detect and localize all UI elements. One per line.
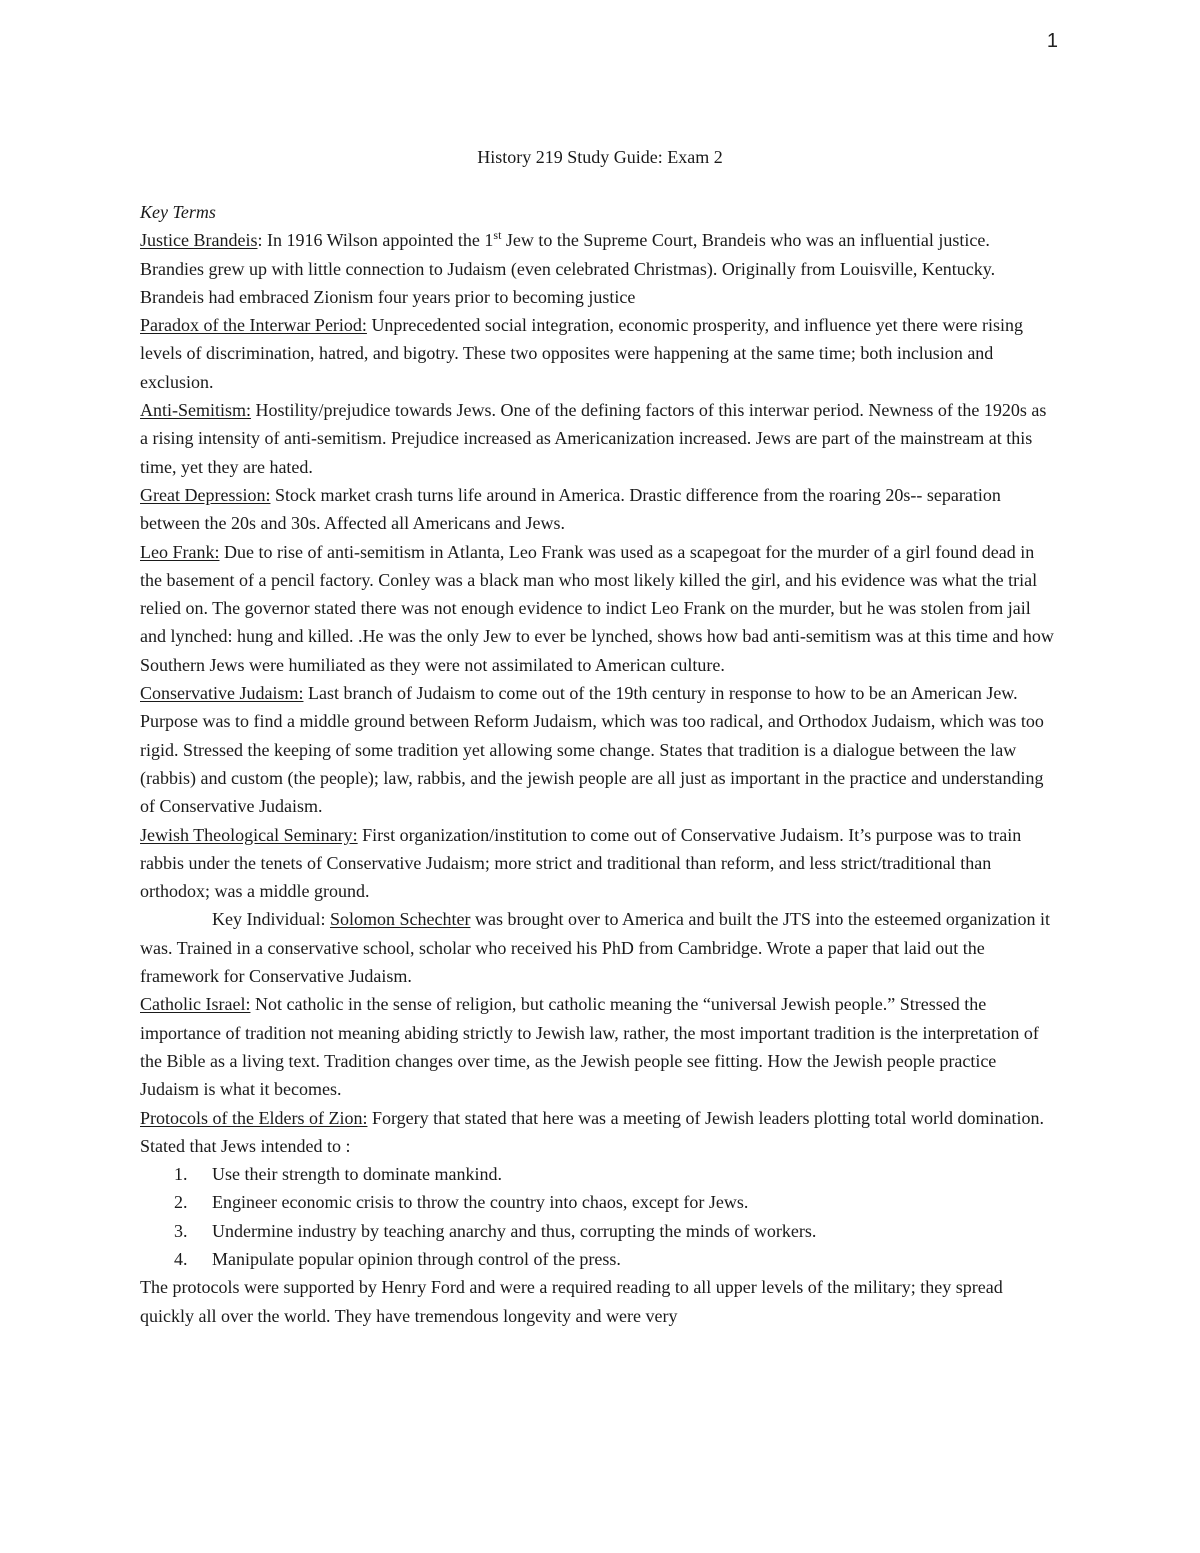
term-protocols-elders-zion: Protocols of the Elders of Zion: [140,1107,368,1128]
entry-brandeis [140,226,1058,311]
protocols-closing-paragraph: The protocols were supported by Henry Ford and were a required reading to all upper levels of the military; they spread quickly all over the world. They have tremendous longevity and were very [140,1277,1003,1326]
list-item [174,1160,1058,1188]
entry-great-depression [140,481,1058,538]
list-number: 1. [174,1164,188,1185]
list-item [174,1188,1058,1216]
section-heading: Key Terms [140,202,216,222]
definition-text: Due to rise of anti-semitism in Atlanta, Leo Frank was used as a scapegoat for the murder of a girl found dead in the basement of a pencil factory. Conley was a black man who most likely killed the girl, and his evidence was what the trial relied on. The governor stated there was not enough evidence to indict Leo Frank on the murder, but he was stolen from jail and lynched: hung and killed. .He was the only Jew to ever be lynched, shows how bad anti-semitism was at this time and how Southern Jews were humiliated as they were not assimilated to American culture. [140,541,1054,675]
term-anti-semitism: Anti-Semitism: [140,400,252,421]
term-paradox-interwar: Paradox of the Interwar Period: [140,315,367,336]
definition-text: Stock market crash turns life around in America. Drastic difference from the roaring 20s-- separation between the 20s and 30s. Affected all Americans and Jews. [140,484,1001,534]
entry-paradox [140,311,1058,396]
entry-catholic-israel [140,990,1058,1103]
key-individual-label: Key Individual: [212,909,330,930]
entry-key-individual [140,905,1058,990]
term-jewish-theological-seminary: Jewish Theological Seminary: [140,824,358,845]
list-item-text: Undermine industry by teaching anarchy and thus, corrupting the minds of workers. [212,1220,817,1241]
document-title: History 219 Study Guide: Exam 2 [477,147,723,167]
entry-leo-frank [140,538,1058,679]
entry-conservative-judaism [140,679,1058,820]
page-number: 1 [1046,30,1058,52]
entry-antisemitism [140,396,1058,481]
list-item [174,1217,1058,1245]
document-body [140,198,1058,1330]
definition-text: Hostility/prejudice towards Jews. One of the defining factors of this interwar period. Newness of the 1920s as a rising intensity of anti-semitism. Prejudice increased as Americanization increased. Jews are part of the mainstream at this time, yet they are hated. [140,400,1047,477]
definition-text: Forgery that stated that here was a meeting of Jewish leaders plotting total world domination. Stated that Jews intended to : [140,1107,1044,1156]
ordinal-superscript: st [493,228,502,243]
term-great-depression: Great Depression: [140,484,271,505]
entry-jts [140,821,1058,906]
term-catholic-israel: Catholic Israel: [140,994,251,1015]
definition-text: Not catholic in the sense of religion, but catholic meaning the “universal Jewish people.” Stressed the importance of tradition not meaning abiding strictly to Jewish law, rather, the most important tradition is the interpretation of the Bible as a living text. Tradition changes over time, as the Jewish people see fitting. How the Jewish people practice Judaism is what it becomes. [140,994,1039,1100]
term-justice-brandeis: Justice Brandeis [140,230,258,251]
list-item [174,1245,1058,1273]
term-solomon-schechter: Solomon Schechter [329,909,471,930]
protocols-list [140,1160,1058,1273]
definition-text: First organization/institution to come out of Conservative Judaism. It’s purpose was to train rabbis under the tenets of Conservative Judaism; more strict and traditional than reform, and less strict/traditional than orthodox; was a middle ground. [140,824,1022,902]
list-item-text: Use their strength to dominate mankind. [212,1164,502,1185]
list-number: 2. [174,1192,188,1213]
list-item-text: Engineer economic crisis to throw the country into chaos, except for Jews. [212,1192,749,1213]
term-conservative-judaism: Conservative Judaism: [140,683,304,704]
definition-text: Unprecedented social integration, economic prosperity, and influence yet there were rising levels of discrimination, hatred, and bigotry. These two opposites were happening at the same time; both inclusion and exclusion. [140,315,1024,392]
list-number: 3. [174,1220,188,1241]
term-leo-frank: Leo Frank: [140,541,220,562]
list-item-text: Manipulate popular opinion through control of the press. [212,1248,621,1269]
definition-text: Last branch of Judaism to come out of the 19th century in response to how to be an American Jew. Purpose was to find a middle ground between Reform Judaism, which was too radical, and Orthodox Judaism, which was too rigid. Stressed the keeping of some tradition yet allowing some change. States that tradition is a dialogue between the law (rabbis) and custom (the people); law, rabbis, and the jewish people are all just as important in the practice and understanding of Conservative Judaism. [140,683,1044,817]
definition-text: : In 1916 Wilson appointed the 1 [257,230,494,251]
definition-text: was brought over to America and built the JTS into the esteemed organization it was. Trained in a conservative school, scholar who received his PhD from Cambridge. Wrote a paper that laid out the framework for Conservative Judaism. [140,909,1051,987]
list-number: 4. [174,1248,188,1269]
entry-protocols [140,1104,1058,1161]
definition-text: Jew to the Supreme Court, Brandeis who was an influential justice. Brandies grew up with little connection to Judaism (even celebrated Christmas). Originally from Louisville, Kentucky. Brandeis had embraced Zionism four years prior to becoming justice [140,230,996,307]
